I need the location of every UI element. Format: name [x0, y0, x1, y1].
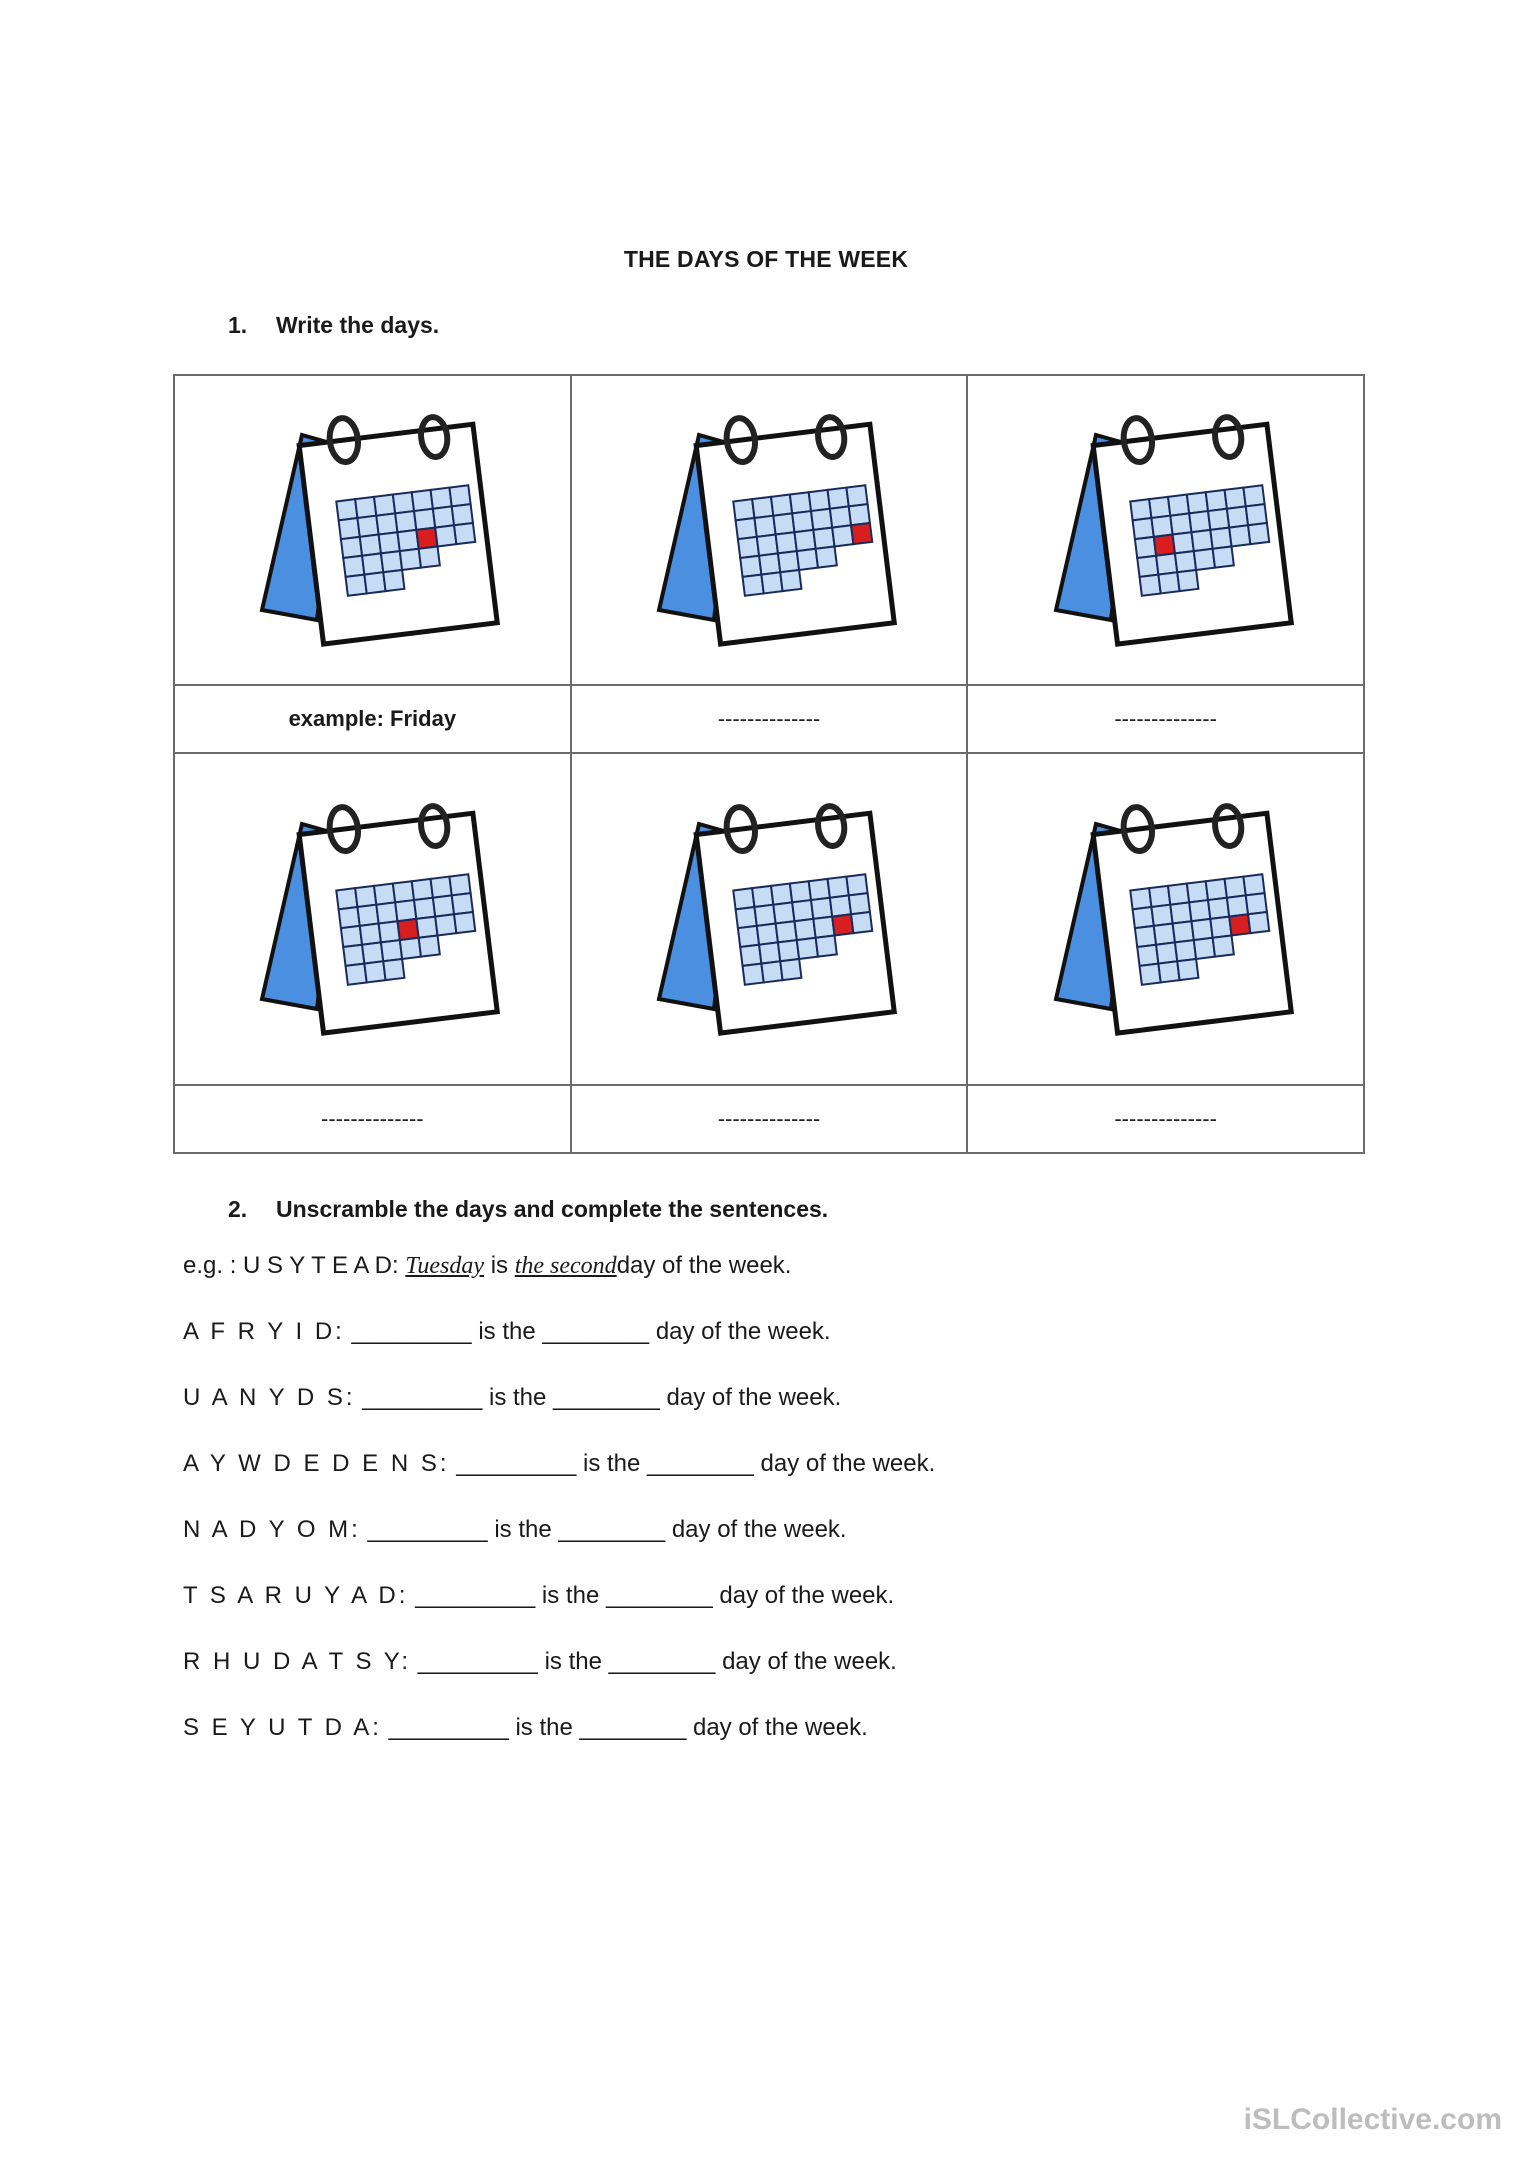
- calendar-day: [773, 902, 794, 923]
- calendar-day: [816, 935, 837, 956]
- scrambled-word: A Y W D E D E N S:: [183, 1450, 450, 1477]
- picture-row-1: [174, 375, 1364, 685]
- example-answer: Tuesday: [405, 1253, 485, 1279]
- calendar-day: [1191, 530, 1212, 551]
- calendar-day: [759, 942, 780, 963]
- calendar-day: [452, 893, 473, 914]
- ordinal-blank[interactable]: ________: [553, 1384, 660, 1411]
- calendar-day: [754, 516, 775, 537]
- calendar-day: [794, 919, 815, 940]
- calendar-day: [374, 495, 395, 516]
- calendar-day: [1135, 537, 1156, 558]
- calendar-day: [816, 546, 837, 567]
- sentence-middle: is the: [515, 1714, 573, 1741]
- watermark-logo: iSLCollective.com: [1243, 2103, 1502, 2136]
- calendar-day: [752, 497, 773, 518]
- calendar-day: [339, 907, 360, 928]
- calendar-day: [776, 532, 797, 553]
- calendar-day: [384, 959, 405, 980]
- calendar-day: [778, 551, 799, 572]
- calendar-day: [1227, 895, 1248, 916]
- calendar-day: [355, 497, 376, 518]
- calendar-day: [374, 884, 395, 905]
- calendar-day: [1210, 917, 1231, 938]
- calendar-day: [1248, 523, 1269, 544]
- calendar-day: [1135, 926, 1156, 947]
- sentence-suffix: day of the week.: [692, 1714, 868, 1741]
- calendar-day: [792, 511, 813, 532]
- sentence-middle: is the: [489, 1384, 547, 1411]
- calendar-day: [1130, 888, 1151, 909]
- calendar-day: [1243, 485, 1264, 506]
- calendar-day: [414, 898, 435, 919]
- calendar-day: [1210, 528, 1231, 549]
- calendar-day: [776, 921, 797, 942]
- calendar-day: [377, 902, 398, 923]
- calendar-day: [1245, 504, 1266, 525]
- highlighted-day: [417, 528, 438, 549]
- calendar-day: [436, 525, 457, 546]
- calendar-day: [811, 509, 832, 530]
- calendar-day: [1205, 879, 1226, 900]
- sentence-suffix: day of the week.: [666, 1384, 842, 1411]
- calendar-day: [743, 964, 764, 985]
- calendar-day: [794, 530, 815, 551]
- calendar-day: [1137, 556, 1158, 577]
- calendar-day: [811, 898, 832, 919]
- calendar-day: [733, 499, 754, 520]
- calendar-day: [1130, 499, 1151, 520]
- calendar-day: [738, 537, 759, 558]
- calendar-day: [337, 499, 358, 520]
- calendar-day: [1137, 945, 1158, 966]
- calendar-day: [450, 485, 471, 506]
- answer-blank[interactable]: --------------: [967, 685, 1364, 753]
- calendar-day: [740, 945, 761, 966]
- calendar-day: [1170, 902, 1191, 923]
- highlighted-day: [398, 919, 419, 940]
- calendar-day: [733, 888, 754, 909]
- calendar-day: [452, 504, 473, 525]
- calendar-day: [412, 490, 433, 511]
- sentence-suffix: day of the week.: [655, 1318, 831, 1345]
- calendar-day: [344, 556, 365, 577]
- calendar-front: [297, 791, 498, 1033]
- calendar-icon: [639, 395, 899, 665]
- example-label: example: Friday: [174, 685, 571, 753]
- calendar-day: [1151, 516, 1172, 537]
- scrambled-word: R H U D A T S Y:: [183, 1648, 412, 1675]
- calendar-day: [381, 551, 402, 572]
- sentence-middle: is the: [494, 1516, 552, 1543]
- calendar-day: [395, 511, 416, 532]
- calendar-day: [384, 570, 405, 591]
- day-blank[interactable]: _________: [362, 1384, 483, 1411]
- section-2-number: 2.: [228, 1196, 248, 1222]
- calendar-day: [1205, 490, 1226, 511]
- calendar-day: [337, 888, 358, 909]
- scrambled-word: A F R Y I D:: [183, 1318, 345, 1345]
- calendar-day: [379, 921, 400, 942]
- calendar-day: [1208, 509, 1229, 530]
- calendar-day: [433, 506, 454, 527]
- calendar-day: [771, 884, 792, 905]
- calendar-front: [1090, 402, 1291, 644]
- calendar-cell: [174, 375, 571, 685]
- section-1-text: Write the days.: [276, 312, 440, 338]
- sentence-item: [183, 1516, 935, 1582]
- calendar-day: [1168, 495, 1189, 516]
- calendar-icon: [639, 784, 899, 1054]
- calendar-day: [1149, 886, 1170, 907]
- calendar-day: [454, 523, 475, 544]
- day-blank[interactable]: _________: [415, 1582, 536, 1609]
- calendar-day: [341, 537, 362, 558]
- calendar-day: [828, 488, 849, 509]
- highlighted-day: [1153, 535, 1174, 556]
- day-blank[interactable]: _________: [388, 1714, 509, 1741]
- ordinal-blank[interactable]: ________: [647, 1450, 754, 1477]
- calendar-day: [849, 893, 870, 914]
- scrambled-word: T S A R U Y A D:: [183, 1582, 409, 1609]
- calendar-day: [1172, 921, 1193, 942]
- calendar-day: [846, 485, 867, 506]
- calendar-day: [797, 938, 818, 959]
- calendar-day: [379, 532, 400, 553]
- ordinal-blank[interactable]: ________: [608, 1648, 716, 1675]
- calendar-icon: [242, 395, 502, 665]
- calendar-day: [341, 926, 362, 947]
- calendar-day: [780, 959, 801, 980]
- sentence-middle: is the: [583, 1450, 641, 1477]
- calendar-day: [1208, 898, 1229, 919]
- calendar-day: [851, 912, 872, 933]
- sentence-item: [183, 1648, 935, 1714]
- calendar-cell: [571, 753, 968, 1085]
- answer-blank[interactable]: --------------: [571, 1085, 968, 1153]
- calendar-day: [395, 900, 416, 921]
- calendar-day: [1212, 546, 1233, 567]
- scrambled-word: S E Y U T D A:: [183, 1714, 382, 1741]
- ordinal-blank[interactable]: ________: [605, 1582, 713, 1609]
- calendar-day: [1189, 900, 1210, 921]
- calendar-day: [1132, 907, 1153, 928]
- calendar-day: [400, 938, 421, 959]
- calendar-day: [813, 528, 834, 549]
- calendar-day: [797, 549, 818, 570]
- calendar-day: [773, 513, 794, 534]
- sentence-item: [183, 1582, 935, 1648]
- calendar-day: [761, 961, 782, 982]
- ordinal-blank[interactable]: ________: [542, 1318, 650, 1345]
- highlighted-day: [1229, 914, 1250, 935]
- calendar-day: [414, 509, 435, 530]
- sentence-list: [183, 1252, 935, 1780]
- calendar-day: [752, 886, 773, 907]
- sentence-middle: is the: [541, 1582, 600, 1609]
- calendar-day: [736, 907, 757, 928]
- calendar-day: [360, 924, 381, 945]
- calendar-day: [362, 942, 383, 963]
- sentence-item: [183, 1384, 935, 1450]
- calendar-day: [393, 881, 414, 902]
- calendar-day: [1193, 549, 1214, 570]
- calendar-day: [454, 912, 475, 933]
- calendar-day: [849, 504, 870, 525]
- calendar-day: [1227, 506, 1248, 527]
- calendar-day: [1187, 492, 1208, 513]
- calendar-day: [344, 945, 365, 966]
- calendar-cell: [571, 375, 968, 685]
- calendar-day: [362, 553, 383, 574]
- section-1-number: 1.: [228, 312, 248, 338]
- calendar-day: [1158, 961, 1179, 982]
- calendar-day: [1168, 884, 1189, 905]
- day-blank[interactable]: _________: [456, 1450, 577, 1477]
- sentence-middle: is the: [478, 1318, 536, 1345]
- calendar-day: [1151, 905, 1172, 926]
- calendar-day: [1245, 893, 1266, 914]
- calendar-day: [393, 492, 414, 513]
- calendar-day: [346, 964, 367, 985]
- calendar-day: [778, 940, 799, 961]
- calendar-day: [740, 556, 761, 577]
- calendar-icon: [242, 784, 502, 1054]
- example-ordinal: the second: [514, 1253, 617, 1279]
- calendar-icon: [1036, 784, 1296, 1054]
- answer-blank[interactable]: --------------: [967, 1085, 1364, 1153]
- calendar-cell: [967, 753, 1364, 1085]
- sentence-suffix: day of the week.: [760, 1450, 936, 1477]
- calendar-day: [360, 535, 381, 556]
- calendar-day: [365, 961, 386, 982]
- highlighted-day: [832, 914, 853, 935]
- example-suffix: day of the week.: [616, 1252, 792, 1279]
- calendar-day: [1156, 942, 1177, 963]
- calendar-day: [771, 495, 792, 516]
- example-middle: is: [490, 1252, 509, 1279]
- ordinal-blank[interactable]: ________: [558, 1516, 666, 1543]
- calendar-day: [412, 879, 433, 900]
- example-sentence: [183, 1252, 935, 1318]
- calendar-day: [1175, 940, 1196, 961]
- sentence-item: [183, 1318, 935, 1384]
- calendar-day: [358, 516, 379, 537]
- calendar-day: [846, 874, 867, 895]
- calendar-day: [436, 914, 457, 935]
- scrambled-word: U A N Y D S:: [183, 1384, 356, 1411]
- sentence-item: [183, 1450, 935, 1516]
- label-row-1: [174, 685, 1364, 753]
- calendar-day: [431, 877, 452, 898]
- day-blank[interactable]: _________: [417, 1648, 538, 1675]
- calendar-day: [1229, 525, 1250, 546]
- scrambled-word: N A D Y O M:: [183, 1516, 361, 1543]
- calendar-grid: [173, 374, 1365, 1154]
- calendar-day: [365, 572, 386, 593]
- picture-row-2: [174, 753, 1364, 1085]
- answer-blank[interactable]: --------------: [571, 685, 968, 753]
- label-row-2: [174, 1085, 1364, 1153]
- section-1-heading: [228, 312, 439, 339]
- calendar-day: [450, 874, 471, 895]
- calendar-front: [693, 791, 894, 1033]
- calendar-day: [1172, 532, 1193, 553]
- calendar-day: [377, 513, 398, 534]
- calendar-day: [790, 881, 811, 902]
- calendar-day: [1149, 497, 1170, 518]
- calendar-day: [754, 905, 775, 926]
- calendar-day: [1224, 877, 1245, 898]
- calendar-day: [1177, 570, 1198, 591]
- calendar-day: [1189, 511, 1210, 532]
- calendar-day: [1224, 488, 1245, 509]
- calendar-front: [297, 402, 498, 644]
- calendar-day: [1212, 935, 1233, 956]
- calendar-front: [693, 402, 894, 644]
- calendar-cell: [967, 375, 1364, 685]
- calendar-day: [1187, 881, 1208, 902]
- calendar-day: [1158, 572, 1179, 593]
- calendar-day: [828, 877, 849, 898]
- highlighted-day: [851, 523, 872, 544]
- section-2-text: Unscramble the days and complete the sentences.: [276, 1196, 829, 1222]
- calendar-day: [1248, 912, 1269, 933]
- example-prefix: e.g. : U S Y T E A D:: [183, 1252, 399, 1279]
- calendar-day: [809, 490, 830, 511]
- calendar-day: [1193, 938, 1214, 959]
- page-title: THE DAYS OF THE WEEK: [623, 246, 909, 272]
- sentence-middle: is the: [544, 1648, 602, 1675]
- calendar-day: [780, 570, 801, 591]
- calendar-day: [832, 525, 853, 546]
- calendar-day: [431, 488, 452, 509]
- calendar-day: [736, 518, 757, 539]
- calendar-day: [1139, 575, 1160, 596]
- calendar-day: [1243, 874, 1264, 895]
- calendar-day: [761, 572, 782, 593]
- calendar-day: [759, 553, 780, 574]
- calendar-day: [381, 940, 402, 961]
- calendar-day: [1132, 518, 1153, 539]
- calendar-day: [339, 518, 360, 539]
- calendar-cell: [174, 753, 571, 1085]
- section-2-heading: [228, 1196, 828, 1223]
- calendar-day: [809, 879, 830, 900]
- calendar-day: [1175, 551, 1196, 572]
- ordinal-blank[interactable]: ________: [579, 1714, 687, 1741]
- sentence-suffix: day of the week.: [722, 1648, 897, 1675]
- calendar-day: [813, 917, 834, 938]
- calendar-day: [1191, 919, 1212, 940]
- calendar-day: [743, 575, 764, 596]
- day-blank[interactable]: _________: [351, 1318, 472, 1345]
- calendar-day: [358, 905, 379, 926]
- calendar-day: [355, 886, 376, 907]
- calendar-day: [1170, 513, 1191, 534]
- day-blank[interactable]: _________: [367, 1516, 488, 1543]
- calendar-day: [419, 935, 440, 956]
- calendar-day: [1153, 924, 1174, 945]
- sentence-item: [183, 1714, 935, 1780]
- calendar-day: [738, 926, 759, 947]
- answer-blank[interactable]: --------------: [174, 1085, 571, 1153]
- sentence-suffix: day of the week.: [671, 1516, 847, 1543]
- calendar-day: [792, 900, 813, 921]
- sentence-suffix: day of the week.: [719, 1582, 895, 1609]
- calendar-day: [1139, 964, 1160, 985]
- calendar-front: [1090, 791, 1291, 1033]
- calendar-day: [1156, 553, 1177, 574]
- calendar-day: [757, 924, 778, 945]
- calendar-day: [400, 549, 421, 570]
- calendar-day: [830, 895, 851, 916]
- calendar-day: [433, 895, 454, 916]
- calendar-day: [346, 575, 367, 596]
- calendar-day: [419, 546, 440, 567]
- calendar-day: [417, 917, 438, 938]
- calendar-day: [830, 506, 851, 527]
- calendar-day: [790, 492, 811, 513]
- calendar-day: [398, 530, 419, 551]
- calendar-icon: [1036, 395, 1296, 665]
- calendar-day: [1177, 959, 1198, 980]
- calendar-day: [757, 535, 778, 556]
